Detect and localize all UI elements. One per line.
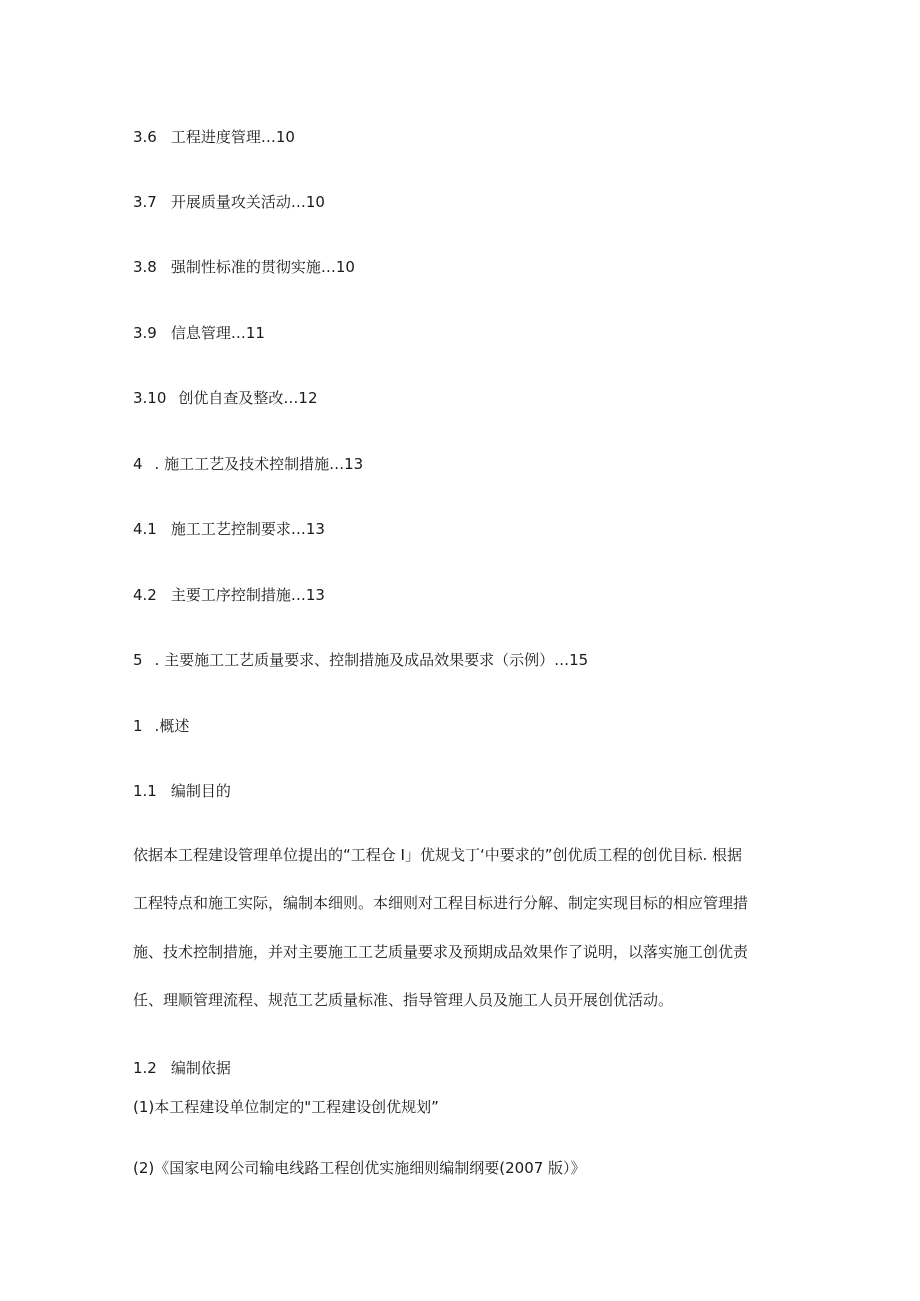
toc-entry bbox=[133, 388, 318, 408]
subsection-heading bbox=[133, 781, 231, 801]
toc-entry bbox=[133, 192, 325, 212]
subsection-heading bbox=[133, 1058, 231, 1078]
toc-number: 3.10 bbox=[133, 389, 167, 407]
subsection-number: 1.1 bbox=[133, 782, 157, 800]
toc-number: 5 bbox=[133, 651, 143, 669]
toc-number: 4.2 bbox=[133, 586, 157, 604]
toc-number: 3.8 bbox=[133, 258, 157, 276]
basis-item: (1)本工程建设单位制定的"工程建设创优规划” bbox=[133, 1098, 439, 1116]
subsection-title: 编制目的 bbox=[170, 782, 231, 800]
toc-entry bbox=[133, 127, 295, 147]
section-number: 1 bbox=[133, 717, 143, 735]
toc-title: 工程进度管理…10 bbox=[170, 128, 295, 146]
paragraph-line: 施、技术控制措施，并对主要施工工艺质量要求及预期成品效果作了说明，以落实施工创优责 bbox=[133, 943, 749, 961]
paragraph-line: 依据本工程建设管理单位提出的“工程仓 I」优规戈丁‘中要求的”创优质工程的创优目标. 根据 bbox=[133, 846, 743, 864]
paragraph-line: 工程特点和施工实际，编制本细则。本细则对工程目标进行分解、制定实现目标的相应管理措 bbox=[133, 894, 749, 912]
toc-entry bbox=[133, 585, 325, 605]
paragraph-line: 任、理顺管理流程、规范工艺质量标准、指导管理人员及施工人员开展创优活动。 bbox=[133, 991, 674, 1009]
toc-title: 创优自查及整改…12 bbox=[178, 389, 318, 407]
toc-title: . 主要施工工艺质量要求、控制措施及成品效果要求（示例）…15 bbox=[154, 651, 589, 669]
subsection-number: 1.2 bbox=[133, 1059, 157, 1077]
toc-entry bbox=[133, 519, 325, 539]
basis-item: (2)《国家电网公司输电线路工程创优实施细则编制纲要(2007 版）》 bbox=[133, 1159, 586, 1177]
toc-entry bbox=[133, 454, 363, 474]
toc-title: 信息管理…11 bbox=[170, 324, 265, 342]
section-heading bbox=[133, 716, 189, 736]
section-title: .概述 bbox=[154, 717, 190, 735]
toc-number: 4.1 bbox=[133, 520, 157, 538]
toc-title: . 施工工艺及技术控制措施…13 bbox=[154, 455, 364, 473]
toc-title: 施工工艺控制要求…13 bbox=[170, 520, 325, 538]
toc-number: 3.9 bbox=[133, 324, 157, 342]
toc-number: 3.6 bbox=[133, 128, 157, 146]
toc-title: 主要工序控制措施…13 bbox=[170, 586, 325, 604]
toc-number: 4 bbox=[133, 455, 143, 473]
toc-entry bbox=[133, 323, 265, 343]
toc-title: 强制性标准的贯彻实施…10 bbox=[170, 258, 355, 276]
toc-entry bbox=[133, 257, 355, 277]
toc-entry bbox=[133, 650, 588, 670]
toc-title: 开展质量攻关活动…10 bbox=[170, 193, 325, 211]
subsection-title: 编制依据 bbox=[170, 1059, 231, 1077]
toc-number: 3.7 bbox=[133, 193, 157, 211]
